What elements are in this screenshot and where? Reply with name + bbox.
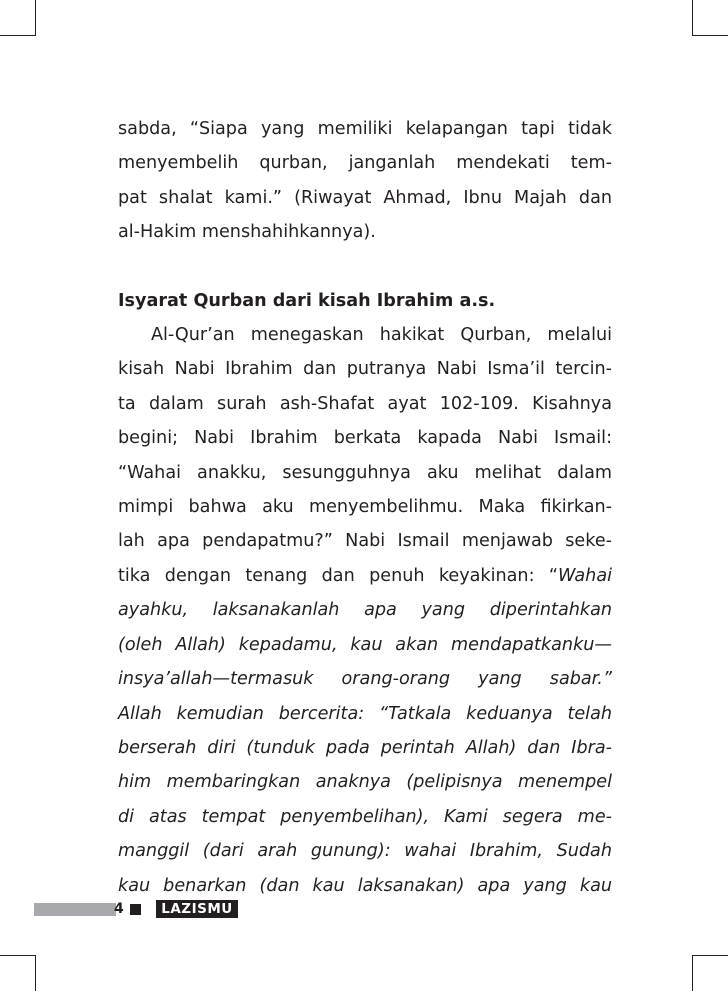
text-line: al-Hakim menshahihkannya).: [118, 222, 376, 243]
text-line-italic: kau benarkan (dan kau laksanakan) apa yang kau: [118, 875, 612, 896]
crop-mark-bottom-right-horizontal: [692, 955, 728, 956]
text-line-italic: di atas tempat penyembelihan), Kami segera me-: [118, 806, 612, 827]
footer-square-icon: [130, 904, 141, 915]
crop-mark-bottom-left-vertical: [35, 955, 36, 991]
footer-publisher-label: LAZISMU: [156, 900, 238, 918]
text-line-italic: insya’allah—termasuk orang-orang yang sabar.”: [118, 669, 612, 690]
text-line: lah apa pendapatmu?” Nabi Ismail menjawab seke-: [118, 531, 612, 552]
crop-mark-bottom-right-vertical: [692, 955, 693, 991]
crop-mark-bottom-left-horizontal: [0, 955, 36, 956]
text-line: sabda, “Siapa yang memiliki kelapangan tapi tidak: [118, 119, 612, 139]
text-line-italic: manggil (dari arah gunung): wahai Ibrahim, Sudah: [118, 841, 612, 862]
text-line: kisah Nabi Ibrahim dan putranya Nabi Isma’il tercin-: [118, 359, 612, 380]
text-line: menyembelih qurban, janganlah mendekati tem-: [118, 153, 612, 174]
text-line: ta dalam surah ash-Shafat ayat 102-109. Kisahnya: [118, 393, 612, 414]
page-content: [118, 112, 612, 903]
text-segment-italic: Wahai: [557, 565, 612, 586]
paragraph-ibrahim-story: [118, 318, 612, 903]
text-line-italic: (oleh Allah) kepadamu, kau akan mendapatkanku—: [118, 634, 612, 655]
text-line-italic: ayahku, laksanakanlah apa yang diperintahkan: [118, 600, 612, 621]
crop-mark-top-right-vertical: [692, 0, 693, 36]
text-line: begini; Nabi Ibrahim berkata kapada Nabi Ismail:: [118, 428, 612, 449]
text-line: Al-Qur’an menegaskan hakikat Qurban, melalui: [151, 325, 612, 346]
text-line-italic: berserah diri (tunduk pada perintah Allah) dan Ibra-: [118, 737, 612, 758]
crop-mark-top-left-horizontal: [0, 35, 36, 36]
text-line-italic: Allah kemudian bercerita: “Tatkala keduanya telah: [118, 703, 612, 724]
text-line-italic: him membaringkan anaknya (pelipisnya menempel: [118, 772, 612, 793]
crop-mark-top-right-horizontal: [692, 35, 728, 36]
paragraph-hadith: [118, 112, 612, 250]
text-segment: tika dengan tenang dan penuh keyakinan: “: [118, 565, 558, 586]
footer-bar: [34, 903, 116, 916]
text-line: “Wahai anakku, sesungguhnya aku melihat dalam: [118, 462, 612, 483]
text-line-mixed: [118, 559, 612, 593]
text-line: pat shalat kami.” (Riwayat Ahmad, Ibnu Majah dan: [118, 187, 612, 208]
crop-mark-top-left-vertical: [35, 0, 36, 36]
page-number: 4: [114, 901, 124, 917]
section-heading: Isyarat Qurban dari kisah Ibrahim a.s.: [118, 290, 496, 311]
text-line: mimpi bahwa aku menyembelihmu. Maka fikirkan-: [118, 497, 612, 518]
